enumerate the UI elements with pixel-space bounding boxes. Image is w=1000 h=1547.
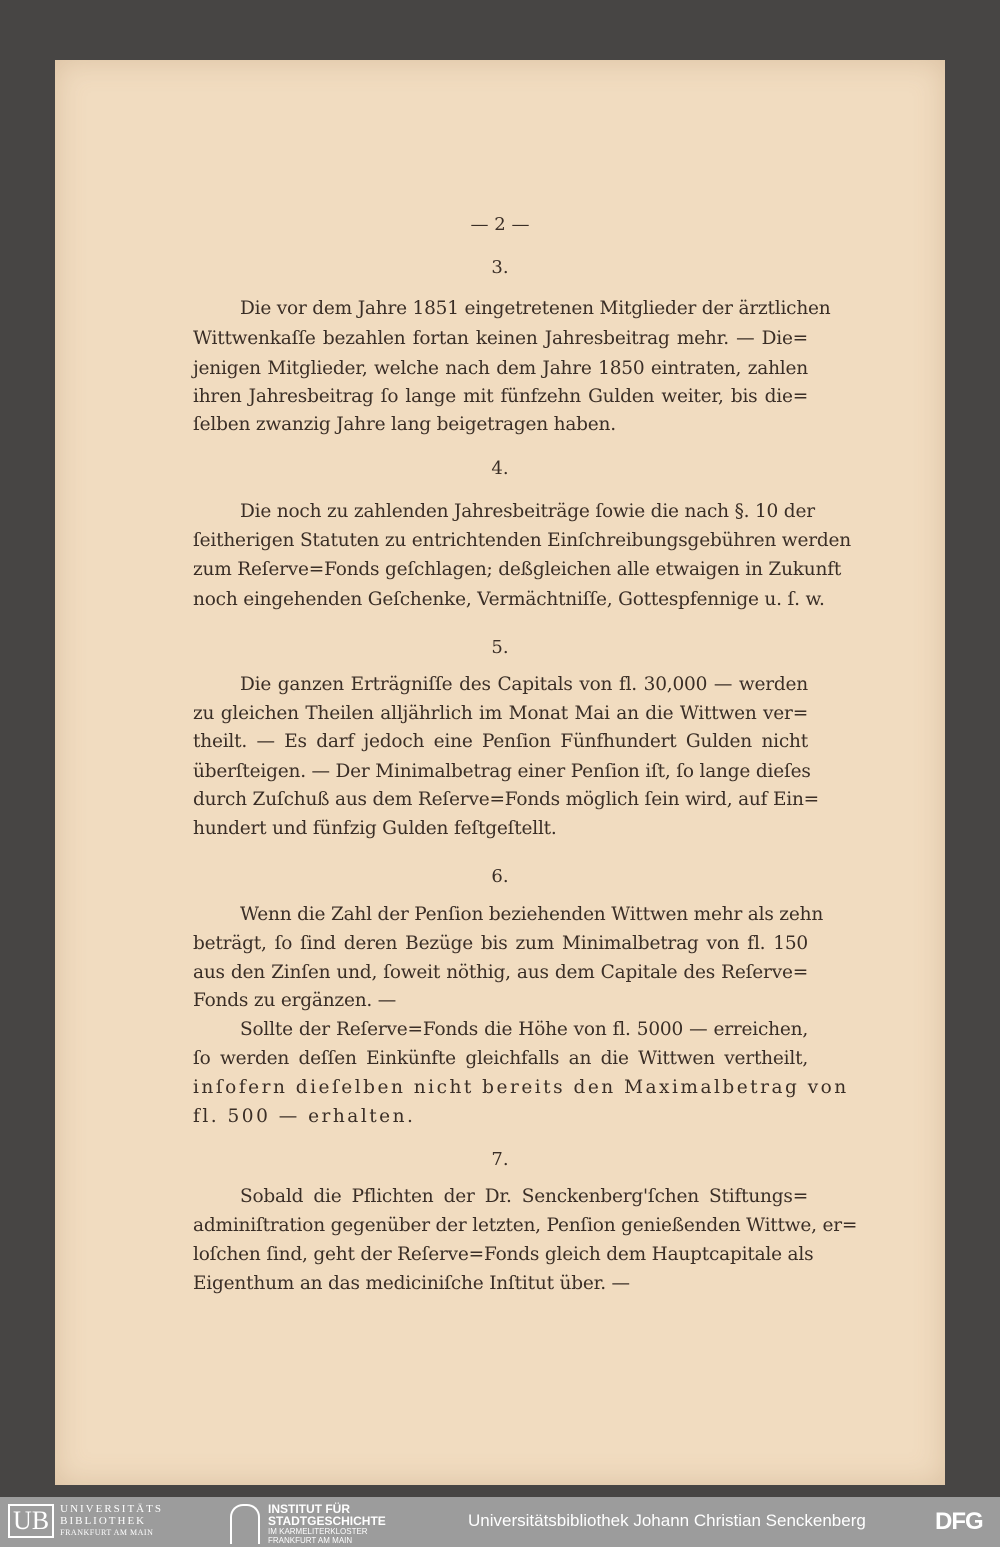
arch-icon	[230, 1504, 260, 1544]
text-line: Fonds zu ergänzen. —	[193, 990, 397, 1011]
isg-logo[interactable]	[230, 1503, 386, 1545]
text-line: theilt. — Es darf jedoch eine Penſion Fünfhundert Gulden nicht	[193, 731, 808, 752]
text-line: ihren Jahresbeitrag ſo lange mit fünfzehn Gulden weiter, bis die=	[193, 386, 808, 407]
text-line: jenigen Mitglieder, welche nach dem Jahre 1850 eintraten, zahlen	[193, 358, 808, 379]
section-number: 5.	[491, 637, 509, 658]
text-line: Wittwenkaſſe bezahlen fortan keinen Jahresbeitrag mehr. — Die=	[193, 328, 808, 349]
text-line: Die vor dem Jahre 1851 eingetretenen Mitglieder der ärztlichen	[240, 298, 831, 319]
text-line: Eigenthum an das mediciniſche Inſtitut über. —	[193, 1273, 630, 1294]
ub-line3: FRANKFURT AM MAIN	[60, 1528, 154, 1537]
text-line: Sollte der Reſerve=Fonds die Höhe von fl. 5000 — erreichen,	[240, 1019, 808, 1040]
text-line: Wenn die Zahl der Penſion beziehenden Wittwen mehr als zehn	[240, 904, 824, 925]
text-line: Sobald die Pflichten der Dr. Senckenberg'ſchen Stiftungs=	[240, 1186, 808, 1207]
text-line: adminiſtration gegenüber der letzten, Penſion genießenden Wittwe, er=	[193, 1215, 858, 1236]
text-line: ſo werden deſſen Einkünfte gleichfalls an die Wittwen vertheilt,	[193, 1048, 808, 1069]
text-line: aus den Zinſen und, ſoweit nöthig, aus dem Capitale des Reſerve=	[193, 962, 808, 983]
text-line: ſelben zwanzig Jahre lang beigetragen haben.	[193, 414, 616, 435]
page-number: — 2 —	[470, 214, 530, 235]
section-number: 3.	[491, 257, 509, 278]
isg-line1: INSTITUT FÜR	[268, 1502, 350, 1516]
isg-line2: STADTGESCHICHTE	[268, 1514, 386, 1528]
text-line: Die ganzen Erträgniſſe des Capitals von fl. 30,000 — werden	[240, 674, 808, 695]
text-line: durch Zuſchuß aus dem Reſerve=Fonds möglich ſein wird, auf Ein=	[193, 789, 819, 810]
text-line: zu gleichen Theilen alljährlich im Monat Mai an die Wittwen ver=	[193, 703, 808, 724]
text-line: beträgt, ſo ſind deren Bezüge bis zum Minimalbetrag von fl. 150	[193, 933, 808, 954]
section-number: 6.	[491, 866, 509, 887]
text-line: inſofern dieſelben nicht bereits den Maximalbetrag von	[193, 1077, 849, 1098]
text-line: überſteigen. — Der Minimalbetrag einer Penſion iſt, ſo lange dieſes	[193, 761, 811, 782]
ub-logo-mark: UB	[8, 1504, 54, 1538]
ub-line1: UNIVERSITÄTS	[60, 1503, 163, 1515]
isg-line3: IM KARMELITERKLOSTER	[268, 1527, 368, 1536]
text-line: ſeitherigen Statuten zu entrichtenden Einſchreibungsgebühren werden	[193, 530, 851, 551]
ub-line2: BIBLIOTHEK	[60, 1515, 147, 1527]
text-line: Die noch zu zahlenden Jahresbeiträge ſowie die nach §. 10 der	[240, 501, 815, 522]
section-number: 7.	[491, 1149, 509, 1170]
ub-logo[interactable]	[8, 1503, 163, 1539]
library-name-link[interactable]: Universitätsbibliothek Johann Christian Senckenberg	[468, 1511, 866, 1530]
text-line: zum Reſerve=Fonds geſchlagen; deßgleichen alle etwaigen in Zukunft	[193, 559, 842, 580]
text-line: hundert und fünfzig Gulden feſtgeſtellt.	[193, 818, 557, 839]
isg-line4: FRANKFURT AM MAIN	[268, 1536, 353, 1545]
text-line: noch eingehenden Geſchenke, Vermächtniſſe, Gottespfennige u. ſ. w.	[193, 589, 825, 610]
dfg-logo[interactable]: DFG	[935, 1508, 983, 1535]
section-number: 4.	[491, 458, 509, 479]
text-line: loſchen ſind, geht der Reſerve=Fonds gleich dem Hauptcapitale als	[193, 1244, 814, 1265]
footer-bar	[0, 1497, 1000, 1547]
text-line: fl. 500 — erhalten.	[193, 1106, 416, 1127]
